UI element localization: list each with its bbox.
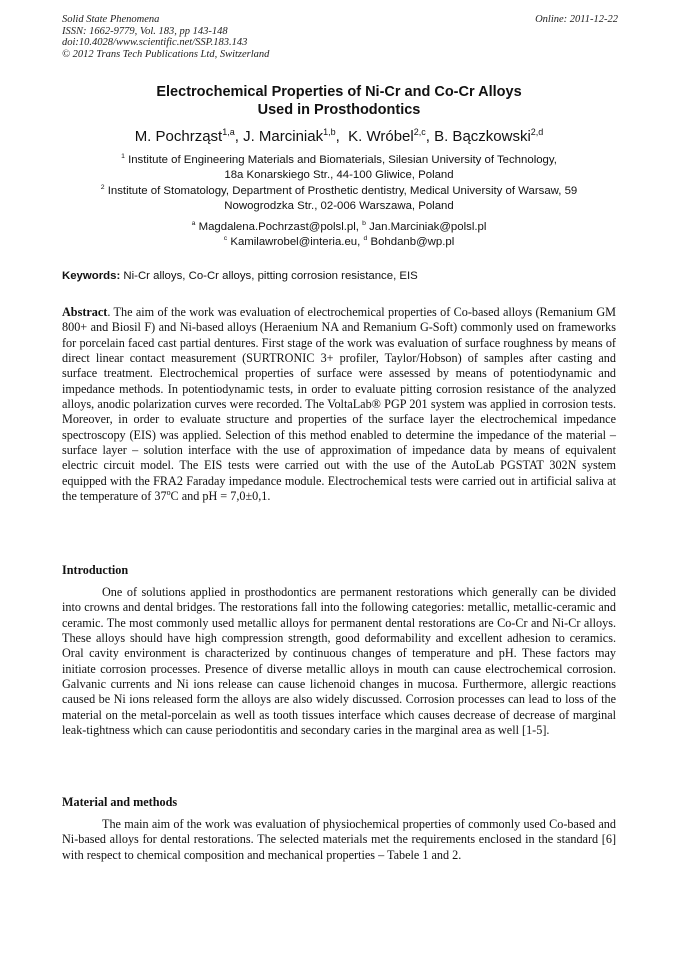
email-mark: b xyxy=(362,220,366,228)
author-affiliation-mark: 2,d xyxy=(530,127,544,137)
email-link[interactable]: Jan.Marciniak@polsl.pl xyxy=(369,221,487,233)
email-link[interactable]: Magdalena.Pochrzast@polsl.pl, xyxy=(198,221,359,233)
journal-doi: doi:10.4028/www.scientific.net/SSP.183.143 xyxy=(62,37,248,48)
email-link[interactable]: Bohdanb@wp.pl xyxy=(370,236,455,248)
affiliation-number: 2 xyxy=(100,184,105,192)
journal-issn: ISSN: 1662-9779, Vol. 183, pp 143-148 xyxy=(62,25,228,37)
author-separator: , xyxy=(234,128,244,145)
materials-heading: Material and methods xyxy=(62,795,178,809)
title-line-1: Electrochemical Properties of Ni-Cr and Co-Cr Alloys xyxy=(156,84,522,100)
online-date: Online: 2011-12-22 xyxy=(535,14,618,25)
author-list xyxy=(62,128,616,146)
abstract-text: . The aim of the work was evaluation of electrochemical properties of Co-based alloys (Remanium GM 800+ and Biosil F) and Ni-based alloys (Heraenium NA and Remanium G-Soft) commonly used on frameworks for porcelain faced cast partial dentures. First stage of the work was evaluation of surface roughness by means of direct linear contact measurement (SURTRONIC 3+ profiler, Taylor/Hobson) of samples after casting and surface treatment. Electrochemical properties of surface were assessed by means of potentiodynamic and impedance methods. In potentiodynamic tests, in order to evaluate pitting corrosion resistance of the analyzed alloys, anodic polarization curves were recorded. The VoltaLab® PGP 201 system was applied in corrosion tests. Moreover, in order to evaluate structure and properties of the surface layer the electrochemical impedance spectroscopy (EIS) was applied. Selection of this method enabled to determine the impedance of the material – surface layer – solution interface with the use of approximation of impedance data by means of equivalent electric circuit model. The EIS tests were carried out with the use of the AutoLab PGSTAT 302N system equipped with the FRA2 Faraday impedance module. Electrochemical tests were carried out in artificial saliva at the temperature of 37 xyxy=(62,305,616,504)
title-line-2: Used in Prosthodontics xyxy=(257,102,421,118)
affiliation-1 xyxy=(62,153,616,183)
affiliation-line: Institute of Engineering Materials and Biomaterials, Silesian University of Technology, xyxy=(128,154,557,166)
author-affiliation-mark: 1,b xyxy=(323,127,336,137)
author-name: K. Wróbel xyxy=(348,128,414,145)
keywords xyxy=(62,269,616,284)
author-name: M. Pochrząst xyxy=(134,128,223,145)
affiliation-number: 1 xyxy=(121,153,125,161)
introduction-heading: Introduction xyxy=(62,563,129,577)
author-affiliation-mark: 1,a xyxy=(222,127,235,137)
author-name: B. Bączkowski xyxy=(434,128,531,145)
materials-paragraph: The main aim of the work was evaluation of physiochemical properties of commonly used Co-based and Ni-based alloys for dental restorations. The selected materials met the requirements enclosed in the standard [6] with respect to chemical composition and mechanical properties – Tabele 1 and 2. xyxy=(62,817,616,862)
email-mark: d xyxy=(363,235,368,243)
introduction-paragraph: One of solutions applied in prosthodontics are permanent restorations which generally can be divided into crowns and dental bridges. The restorations fall into the following categories: metallic, metallic-ceramic and ceramic. The most commonly used metallic alloys for permanent dental restorations are Co-Cr and Ni-Cr alloys. These alloys should have high compression strength, good deformability and excellent adhesion to ceramics. Oral cavity environment is characterized by continuous changes of temperature and pH. These factors may initiate corrosion processes. Presence of diverse metallic alloys in mouth can cause electrochemical corrosion. Galvanic currents and Ni ions release can cause lichenoid changes in mucosa. Furthermore, allergic reactions caused be Ni ions released form the alloys are also widely discussed. Corrosion processes can lead to loss of the material on the metal-porcelain as well as tooth tissues interface which causes decrease of decrease of marginal leak-tightness which can cause periodontitis and secondary caries in the marginal area as well [1-5]. xyxy=(62,585,616,738)
author-emails xyxy=(62,220,616,250)
degree-mark: o xyxy=(166,488,171,498)
author-separator: , xyxy=(425,128,435,145)
email-link[interactable]: Kamilawrobel@interia.eu, xyxy=(230,236,361,248)
author-separator: , xyxy=(335,128,349,145)
abstract-text-end: C and pH = 7,0±0,1. xyxy=(170,489,271,504)
paper-title xyxy=(62,83,616,119)
affiliation-line: Nowogrodzka Str., 02-006 Warszawa, Poland xyxy=(224,200,454,212)
author-affiliation-mark: 2,c xyxy=(413,127,426,137)
keywords-label: Keywords: xyxy=(62,270,121,282)
email-mark: a xyxy=(191,220,196,228)
journal-name: Solid State Phenomena xyxy=(62,14,160,25)
affiliation-line: Institute of Stomatology, Department of Prosthetic dentistry, Medical University of Warsaw, 59 xyxy=(107,185,578,197)
abstract xyxy=(62,305,616,504)
abstract-label: Abstract xyxy=(62,305,108,319)
journal-header xyxy=(62,14,618,60)
author-name: J. Marciniak xyxy=(243,128,324,145)
affiliation-line: 18a Konarskiego Str., 44-100 Gliwice, Poland xyxy=(224,169,454,181)
journal-copyright: © 2012 Trans Tech Publications Ltd, Switzerland xyxy=(62,48,270,60)
keywords-text: Ni-Cr alloys, Co-Cr alloys, pitting corrosion resistance, EIS xyxy=(123,270,418,282)
affiliation-2 xyxy=(62,184,616,214)
email-mark: c xyxy=(223,235,228,243)
